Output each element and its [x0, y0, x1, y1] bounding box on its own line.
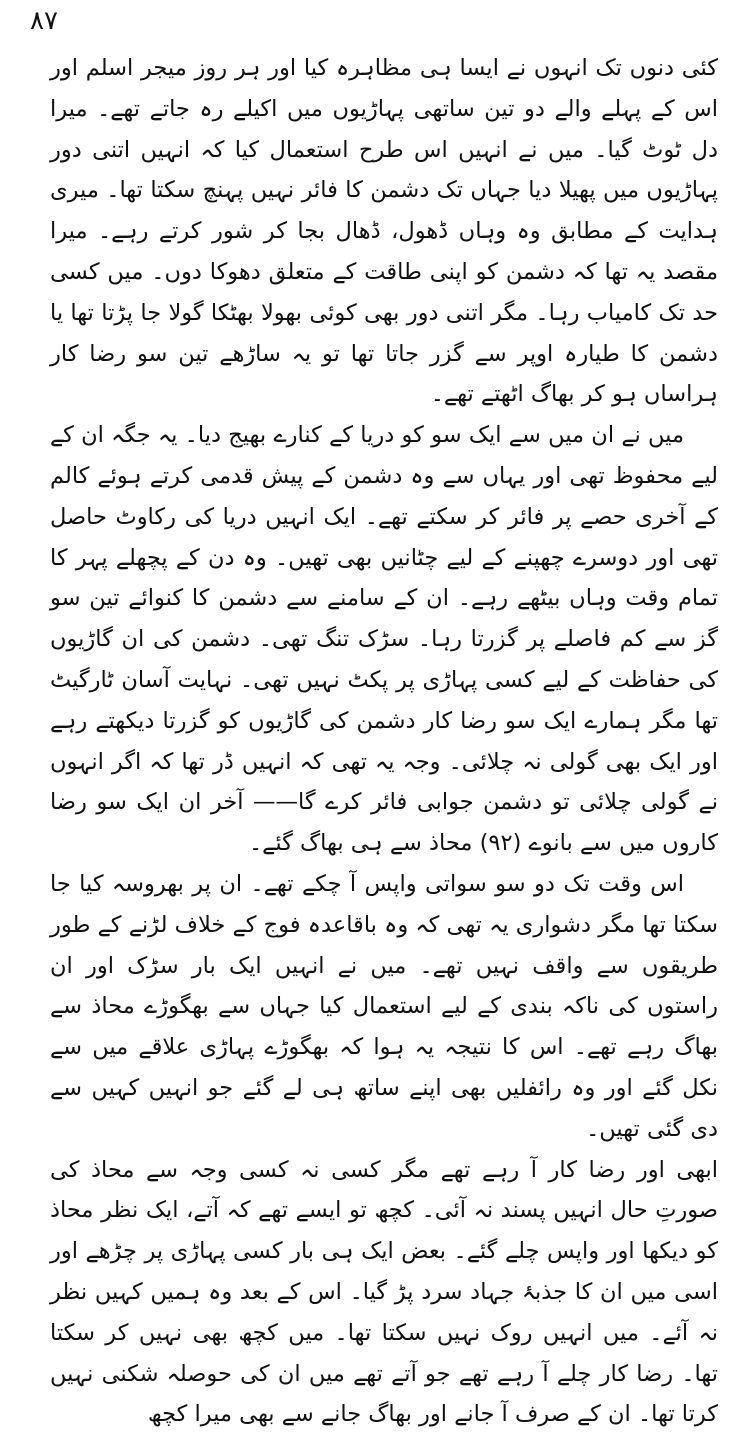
paragraph-4: ابھی اور رضا کار آ رہے تھے مگر کسی نہ کسی وجہ سے محاذ کی صورتِ حال انہیں پسند نہ آئی۔ کچھ تو ایسے تھے کہ آتے، ایک نظر محاذ کو دیکھا اور واپس چلے گئے۔ بعض ایک ہی بار کسی پہاڑی پر چڑھے اور اسی میں ان کا جذبۂ جہاد سرد پڑ گیا۔ اس کے بعد وہ ہمیں کہیں نظر نہ آئے۔ میں انہیں روک نہیں سکتا تھا۔ میں کچھ بھی نہیں کر سکتا تھا۔ رضا کار چلے آ رہے تھے جو آتے تھے میں ان کی حوصلہ شکنی نہیں کرتا تھا۔ ان کے صرف آ جانے اور بھاگ جانے سے بھی میرا کچھ — [50, 1156, 718, 1428]
paragraph-2: میں نے ان میں سے ایک سو کو دریا کے کنارے بھیج دیا۔ یہ جگہ ان کے لیے محفوظ تھی اور یہاں سے وہ دشمن کے پیش قدمی کرتے ہوئے کالم کے آخری حصے پر فائر کر سکتے تھے۔ ایک انہیں دریا کی رکاوٹ حاصل تھی اور دوسرے چھپنے کے لیے چٹانیں بھی تھیں۔ وہ دن کے پچھلے پہر کا تمام وقت وہاں بیٹھے رہے۔ ان کے سامنے سے دشمن کا کنوائے تین سو گز سے کم فاصلے پر گزرتا رہا۔ سڑک تنگ تھی۔ دشمن کی ان گاڑیوں کی حفاظت کے لیے کسی پہاڑی پر پکٹ نہیں تھی۔ نہایت آسان ٹارگیٹ تھا مگر ہمارے ایک سو رضا کار دشمن کی گاڑیوں کو گزرتا دیکھتے رہے اور ایک بھی گولی نہ چلائی۔ وجہ یہ تھی کہ انہیں ڈر تھا کہ اگر انہوں نے گولی چلائی تو دشمن جوابی فائر کرے گا—— آخر ان ایک سو رضا کاروں میں سے بانوے (۹۲) محاذ سے ہی بھاگ گئے۔ — [50, 422, 718, 857]
page-number: ۸۷ — [30, 6, 58, 36]
paragraph-3: اس وقت تک دو سو سواتی واپس آ چکے تھے۔ ان پر بھروسہ کیا جا سکتا تھا مگر دشواری یہ تھی کہ وہ باقاعدہ فوج کے خلاف لڑنے کے طور طریقوں سے واقف نہیں تھے۔ میں نے انہیں ایک بار سڑک اور ان راستوں کی ناکہ بندی کے لیے استعمال کیا جہاں سے بھگوڑے محاذ سے بھاگ رہے تھے۔ اس کا نتیجہ یہ ہوا کہ بھگوڑے پہاڑی علاقے میں سے نکل گئے اور وہ رائفلیں بھی اپنے ساتھ ہی لے گئے جو انہیں کہیں سے دی گئی تھیں۔ — [50, 870, 718, 1142]
paragraph-1: کئی دنوں تک انہوں نے ایسا ہی مظاہرہ کیا اور ہر روز میجر اسلم اور اس کے پہلے والے دو تین ساتھی پہاڑیوں میں اکیلے رہ جاتے تھے۔ میرا دل ٹوٹ گیا۔ میں نے انہیں اس طرح استعمال کیا کہ انہیں اتنی دور پہاڑیوں میں پھیلا دیا جہاں تک دشمن کا فائر نہیں پہنچ سکتا تھا۔ میری ہدایت کے مطابق وہ وہاں ڈھول، ڈھال بجا کر شور کرتے رہے۔ میرا مقصد یہ تھا کہ دشمن کو اپنی طاقت کے متعلق دھوکا دوں۔ میں کسی حد تک کامیاب رہا۔ مگر اتنی دور بھی کوئی بھولا بھٹکا گولا جا پڑتا تھا یا دشمن کا طیارہ اوپر سے گزر جاتا تھا تو یہ ساڑھے تین سو رضا کار ہراساں ہو کر بھاگ اٹھتے تھے۔ — [50, 55, 718, 408]
page-text-body — [50, 48, 718, 1435]
